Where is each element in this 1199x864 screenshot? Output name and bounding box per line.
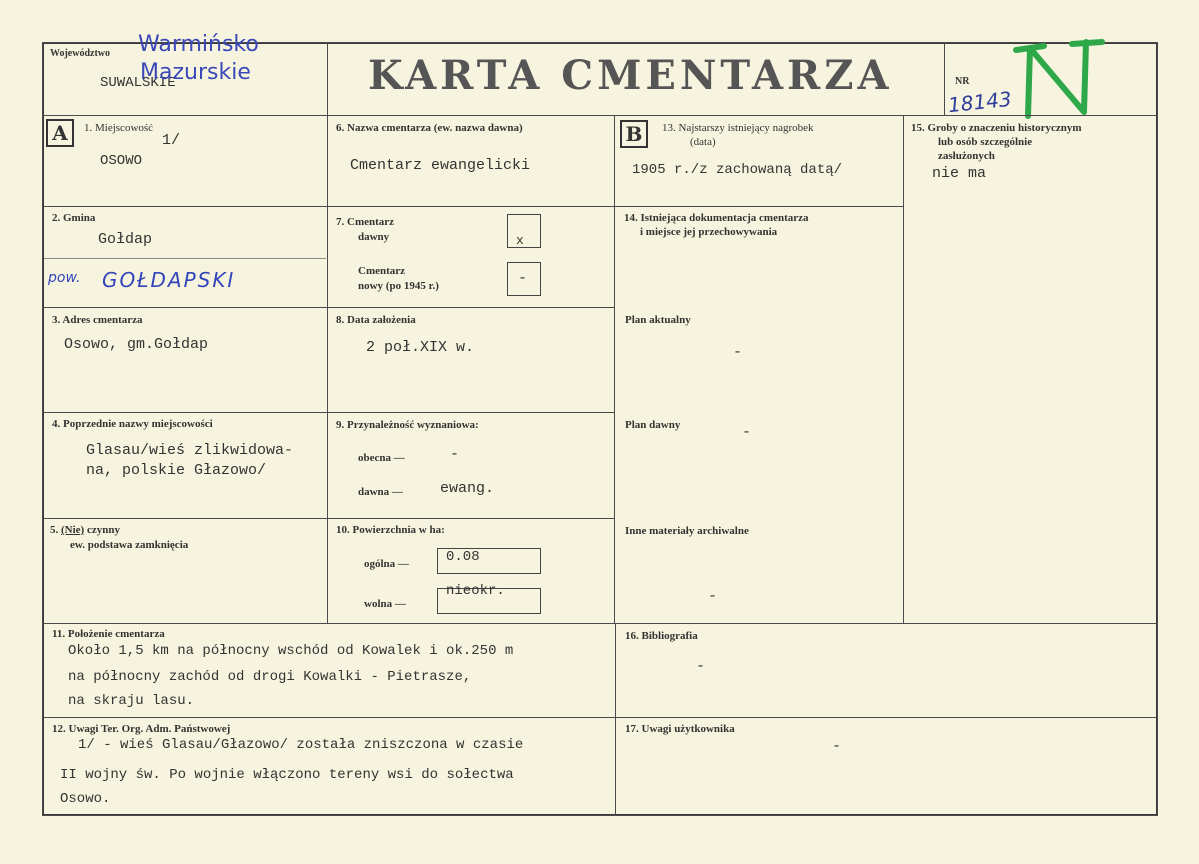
plan-current-label: Plan aktualny bbox=[625, 314, 691, 326]
other-materials-label: Inne materiały archiwalne bbox=[625, 525, 749, 537]
field-7-old-label1: 7. Cmentarz bbox=[336, 216, 395, 228]
section-a-box: A bbox=[46, 119, 74, 147]
field-17-label: 17. Uwagi użytkownika bbox=[625, 723, 735, 735]
plan-old-label: Plan dawny bbox=[625, 419, 681, 431]
field-12-label: 12. Uwagi Ter. Org. Adm. Państwowej bbox=[52, 723, 231, 735]
field-9-label: 9. Przynależność wyznaniowa: bbox=[336, 419, 479, 431]
new-cemetery-mark: - bbox=[518, 270, 528, 287]
field-11-line2: na północny zachód od drogi Kowalki - Pietrasze, bbox=[68, 669, 472, 685]
field-7-new-label1: Cmentarz bbox=[358, 265, 406, 277]
field-12-line1: 1/ - wieś Glasau/Głazowo/ została zniszczona w czasie bbox=[78, 737, 524, 753]
other-materials-value: - bbox=[708, 588, 718, 605]
plan-old-value: - bbox=[742, 424, 752, 441]
field-1-label: 1. Miejscowość bbox=[84, 122, 154, 134]
field-9-former-value: ewang. bbox=[440, 480, 495, 497]
voivodeship-label: Województwo bbox=[50, 48, 110, 59]
voivodeship-stamp-line2: Mazurskie bbox=[140, 60, 251, 85]
field-5-nie: (Nie) bbox=[61, 524, 85, 536]
old-cemetery-checkbox[interactable] bbox=[507, 214, 541, 248]
field-11-label: 11. Położenie cmentarza bbox=[52, 628, 165, 640]
field-1-value: OSOWO bbox=[100, 153, 143, 169]
field-2-label: 2. Gmina bbox=[52, 212, 96, 224]
powiat-label: pow. bbox=[48, 270, 81, 286]
field-11-line1: Około 1,5 km na północny wschód od Kowalek i ok.250 m bbox=[68, 643, 514, 659]
field-10-free-value: nieokr. bbox=[446, 583, 505, 599]
voivodeship-typed: SUWALSKIE bbox=[100, 75, 176, 91]
field-3-label: 3. Adres cmentarza bbox=[52, 314, 143, 326]
field-6-label: 6. Nazwa cmentarza (ew. nazwa dawna) bbox=[336, 122, 523, 134]
field-2-divider bbox=[44, 258, 326, 259]
field-13-label-line1: 13. Najstarszy istniejący nagrobek bbox=[662, 122, 814, 134]
field-16-value: - bbox=[696, 658, 706, 675]
field-7-old-label2: dawny bbox=[358, 231, 390, 243]
plan-current-value: - bbox=[733, 344, 743, 361]
field-9-current-label: obecna — bbox=[358, 452, 405, 464]
field-15-label-line1: 15. Groby o znaczeniu historycznym bbox=[911, 122, 1082, 134]
field-15-label-line2: lub osób szczególnie bbox=[938, 136, 1033, 148]
field-5-label bbox=[50, 524, 120, 536]
field-13-value: 1905 r./z zachowaną datą/ bbox=[632, 162, 843, 178]
field-5-num: 5. bbox=[50, 524, 59, 536]
page-title: KARTA CMENTARZA bbox=[368, 52, 893, 99]
field-16-label: 16. Bibliografia bbox=[625, 630, 698, 642]
field-17-value: - bbox=[832, 738, 842, 755]
field-14-label-line1: 14. Istniejąca dokumentacja cmentarza bbox=[624, 212, 809, 224]
field-4-value-line1: Glasau/wieś zlikwidowa- bbox=[86, 442, 294, 459]
field-11-line3: na skraju lasu. bbox=[68, 693, 195, 709]
field-10-total-value: 0.08 bbox=[446, 549, 480, 565]
field-9-former-label: dawna — bbox=[358, 486, 403, 498]
field-15-label-line3: zasłużonych bbox=[938, 150, 995, 162]
field-1-note: 1/ bbox=[162, 132, 181, 149]
field-2-value: Gołdap bbox=[98, 231, 153, 248]
voivodeship-stamp-line1: Warmińsko bbox=[138, 32, 259, 57]
nr-label: NR bbox=[955, 76, 970, 87]
field-12-line2: II wojny św. Po wojnie włączono tereny wsi do sołectwa bbox=[60, 767, 514, 783]
field-7-new-label2: nowy (po 1945 r.) bbox=[358, 280, 439, 292]
old-cemetery-mark: x bbox=[516, 233, 524, 248]
field-15-value: nie ma bbox=[932, 165, 987, 182]
field-4-value-line2: na, polskie Głazowo/ bbox=[86, 462, 267, 479]
field-10-total-label: ogólna — bbox=[364, 558, 409, 570]
nr-value: 18143 bbox=[946, 86, 1013, 118]
section-b-box: B bbox=[620, 120, 648, 148]
field-12-line3: Osowo. bbox=[60, 791, 111, 807]
field-8-label: 8. Data założenia bbox=[336, 314, 416, 326]
field-4-label: 4. Poprzednie nazwy miejscowości bbox=[52, 418, 213, 430]
field-14-label-line2: i miejsce jej przechowywania bbox=[640, 226, 778, 238]
green-n-mark-icon bbox=[1010, 38, 1110, 120]
field-5-label-line2: ew. podstawa zamknięcia bbox=[70, 539, 189, 551]
powiat-value: GOŁDAPSKI bbox=[102, 268, 236, 292]
field-10-free-label: wolna — bbox=[364, 598, 406, 610]
field-6-value: Cmentarz ewangelicki bbox=[350, 157, 531, 174]
field-14-cell bbox=[614, 206, 904, 624]
field-3-value: Osowo, gm.Gołdap bbox=[64, 336, 209, 353]
field-15-cell bbox=[903, 115, 1158, 624]
field-10-label: 10. Powierzchnia w ha: bbox=[336, 524, 445, 536]
field-13-label-line2: (data) bbox=[690, 136, 716, 148]
field-8-value: 2 poł.XIX w. bbox=[366, 339, 475, 356]
field-9-current-value: - bbox=[450, 446, 460, 463]
field-5-czynny: czynny bbox=[86, 524, 120, 536]
